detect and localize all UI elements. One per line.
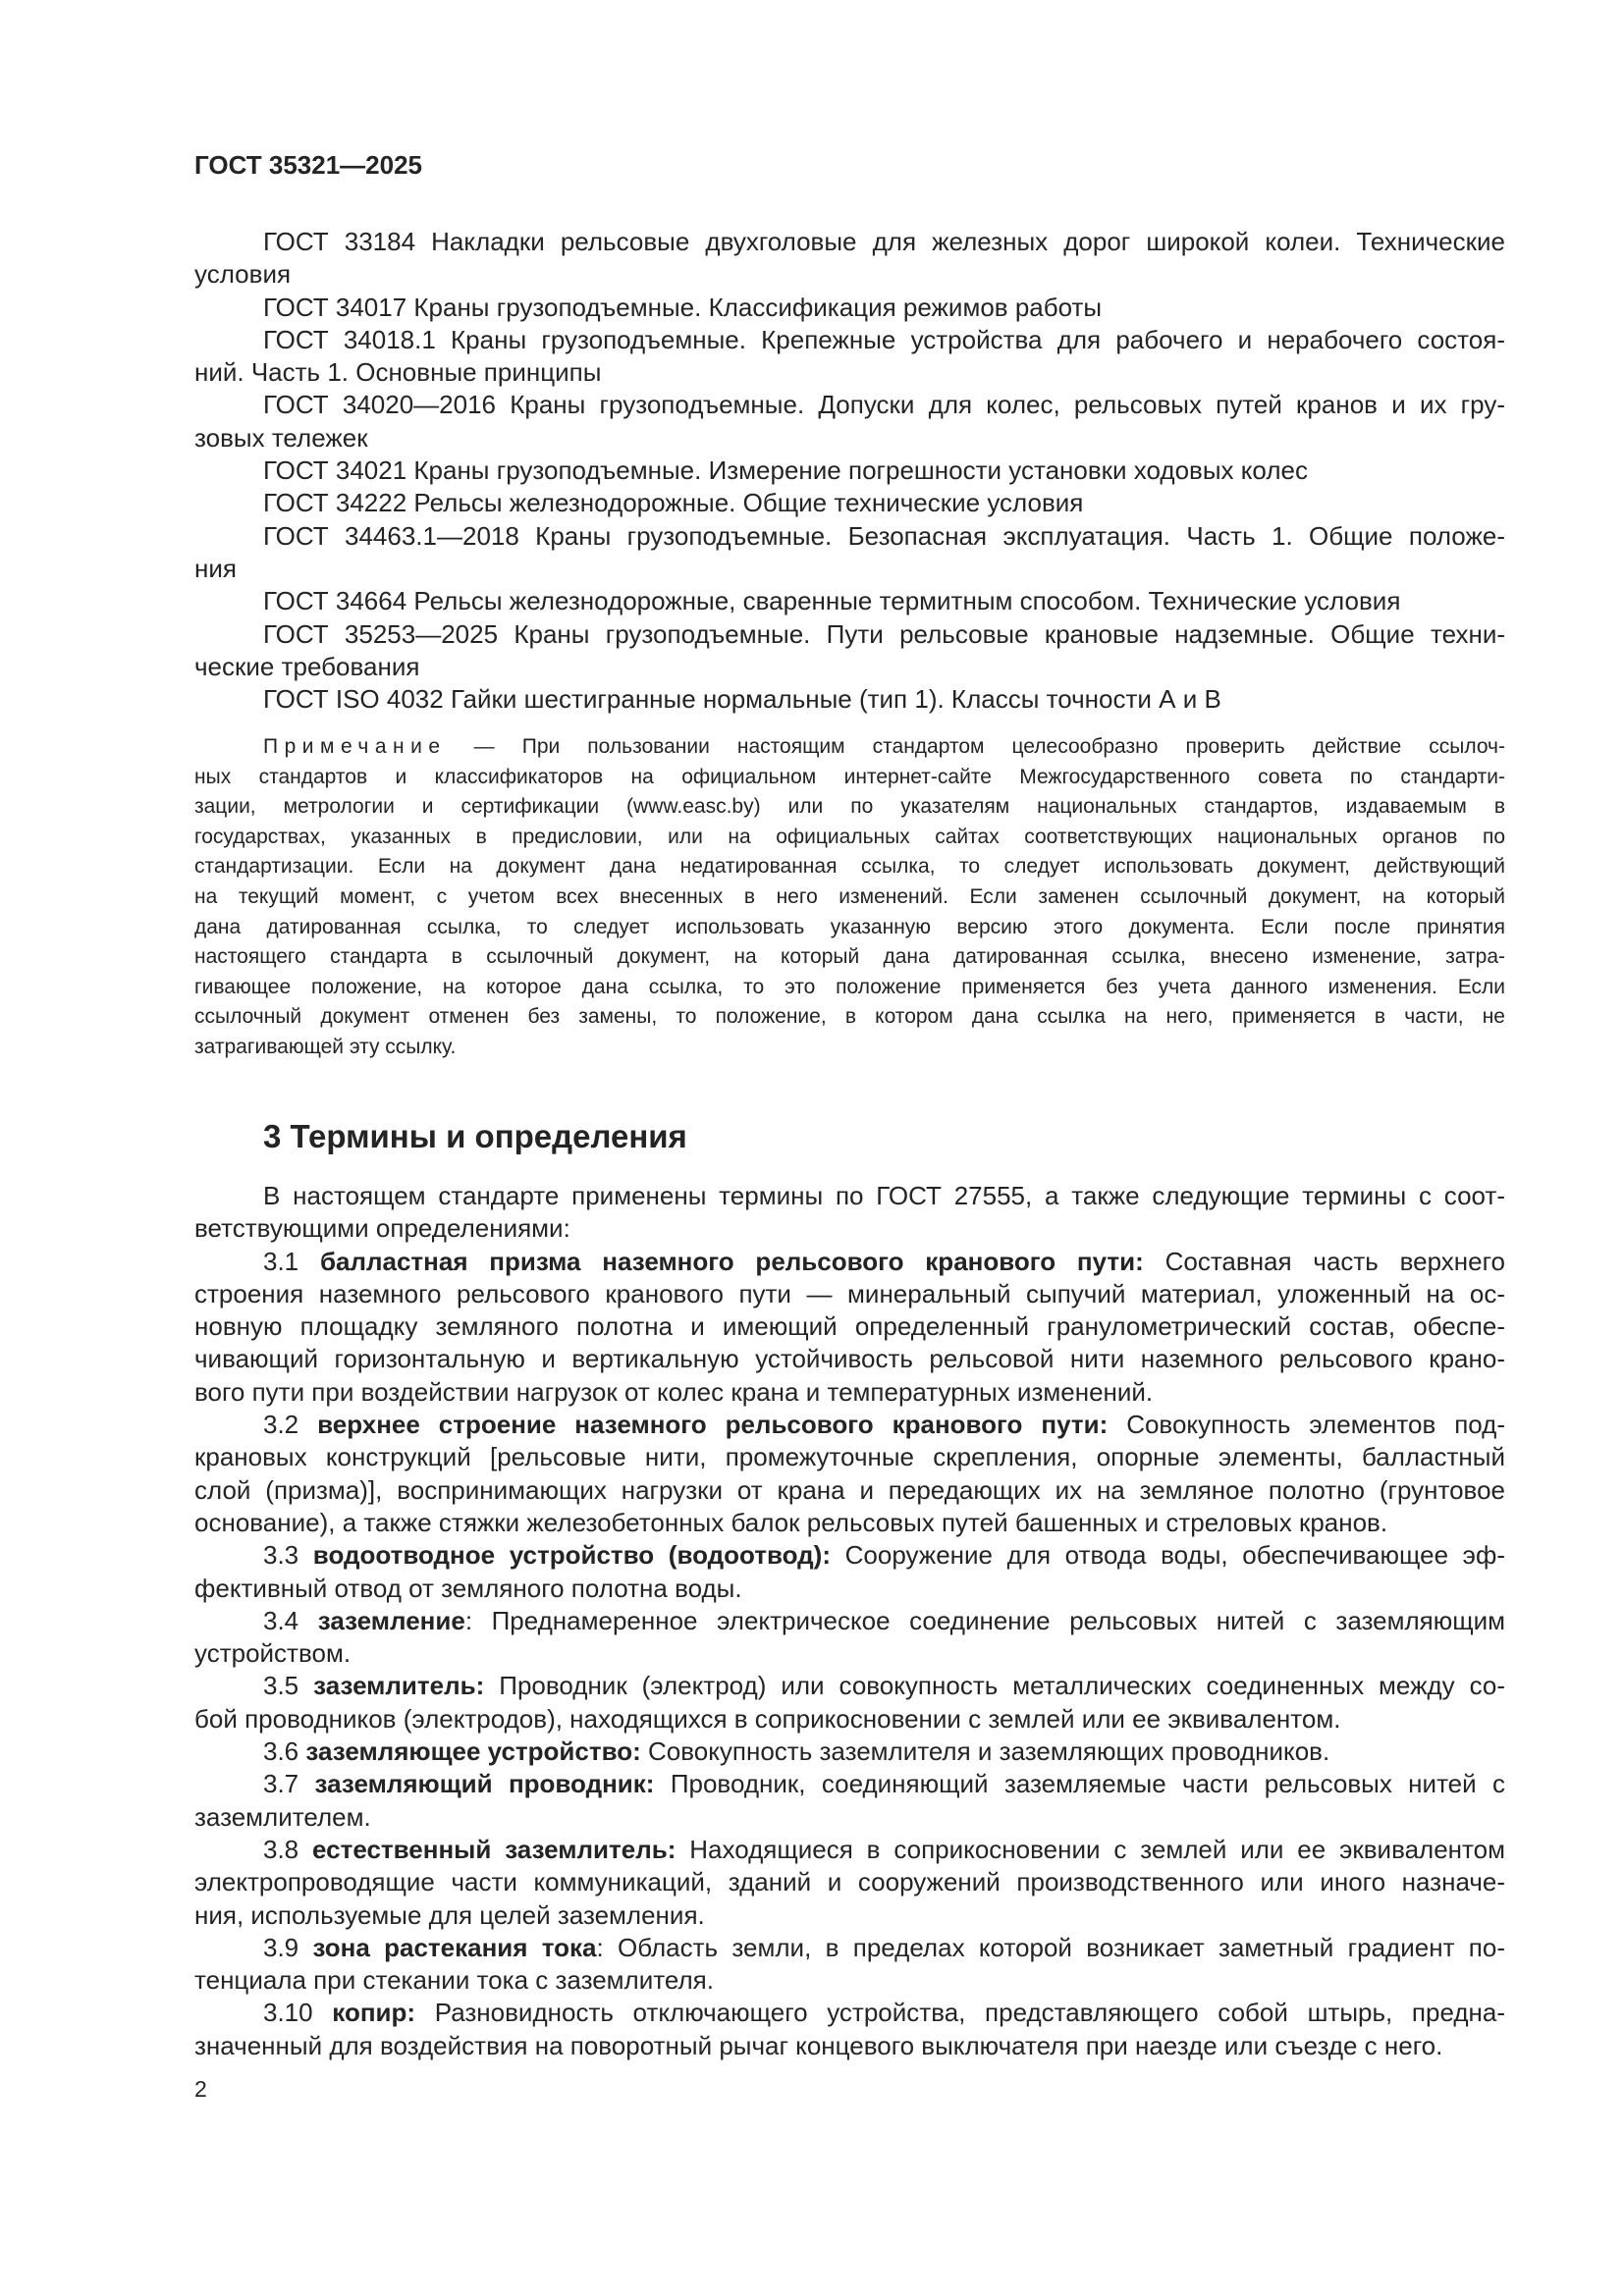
reference-text: ГОСТ 34664 Рельсы железнодорожные, сваренные термитным способом. Технические условия bbox=[263, 586, 1401, 616]
term-definition-text: Совокупность заземлителя и заземляющих проводников. bbox=[648, 1736, 1330, 1767]
term-definition-text: чивающий горизонтальную и вертикальную устойчивость рельсовой нити наземного рельсового крано- bbox=[194, 1344, 1505, 1374]
term-definition-text: заземлителем. bbox=[194, 1801, 371, 1832]
reference-text: ГОСТ 33184 Накладки рельсовые двухголовые для железных дорог широкой колеи. Технические bbox=[263, 227, 1505, 256]
term-definition-text: электропроводящие части коммуникаций, зданий и сооружений производственного или иного назначе- bbox=[194, 1867, 1505, 1897]
note-text: стандартизации. Если на документ дана недатированная ссылка, то следует использовать документ, действующий bbox=[194, 855, 1505, 879]
term-definition-text: фективный отвод от земляного полотна воды. bbox=[194, 1573, 742, 1603]
term-definition-text: Разновидность отключающего устройства, представляющего собой штырь, предна- bbox=[434, 1998, 1505, 2028]
reference-line bbox=[194, 520, 1505, 553]
term-definition-line bbox=[194, 1376, 1505, 1409]
reference-text: ГОСТ 34017 Краны грузоподъемные. Классификация режимов работы bbox=[263, 292, 1103, 322]
term-definition-line bbox=[194, 1997, 1505, 2029]
reference-text: ГОСТ 34020—2016 Краны грузоподъемные. Допуски для колес, рельсовых путей кранов и их гру- bbox=[263, 390, 1505, 420]
term-number: 3.3 bbox=[263, 1540, 299, 1571]
term-name: балластная призма наземного рельсового кранового пути: bbox=[319, 1246, 1144, 1276]
section-heading: 3 Термины и определения bbox=[263, 1118, 687, 1154]
term-definition-text: Сооружение для отвода воды, обеспечивающее эф- bbox=[844, 1540, 1505, 1571]
term-definition-text: бой проводников (электродов), находящихся в соприкосновении с землей или ее эквивалентом. bbox=[194, 1703, 1341, 1734]
note-text: настоящего стандарта в ссылочный документ, на который дана датированная ссылка, внесено изменение, затра- bbox=[194, 945, 1505, 969]
note-line bbox=[194, 882, 1505, 913]
note-text: государствах, указанных в предисловии, или на официальных сайтах соответствующих национальных органов по bbox=[194, 825, 1505, 848]
note-line bbox=[194, 1033, 1505, 1063]
reference-text: ГОСТ ISO 4032 Гайки шестигранные нормальные (тип 1). Классы точности А и В bbox=[263, 684, 1221, 715]
reference-line bbox=[194, 487, 1505, 519]
term-number: 3.6 bbox=[263, 1736, 299, 1767]
term-definition-line bbox=[194, 1932, 1505, 1964]
note-line bbox=[194, 942, 1505, 973]
reference-text: ГОСТ 34021 Краны грузоподъемные. Измерение погрешности установки ходовых колес bbox=[263, 455, 1308, 486]
note-label: Примечание bbox=[263, 735, 447, 758]
reference-line bbox=[194, 553, 1505, 585]
reference-text: ГОСТ 35253—2025 Краны грузоподъемные. Пути рельсовые крановые надземные. Общие техни- bbox=[263, 618, 1505, 649]
document-code-header: ГОСТ 35321—2025 bbox=[194, 150, 422, 180]
term-definition-line bbox=[194, 1964, 1505, 1997]
term-number: 3.8 bbox=[263, 1834, 299, 1864]
term-definition-text: ния, используемые для целей заземления. bbox=[194, 1899, 705, 1930]
note-text: на текущий момент, с учетом всех внесенных в него изменений. Если заменен ссылочный документ, на который bbox=[194, 884, 1505, 908]
term-definition-line bbox=[194, 1507, 1505, 1539]
reference-line bbox=[194, 683, 1505, 716]
note-line bbox=[194, 913, 1505, 943]
term-name: водоотводное устройство (водоотвод): bbox=[312, 1540, 831, 1571]
term-name: копир: bbox=[332, 1998, 416, 2028]
note-line bbox=[194, 792, 1505, 823]
term-definition-line bbox=[194, 1246, 1505, 1278]
note-text: затрагивающей эту ссылку. bbox=[194, 1035, 457, 1058]
term-definition-line bbox=[194, 2030, 1505, 2062]
term-definition-line bbox=[194, 1310, 1505, 1343]
term-number: 3.2 bbox=[263, 1410, 299, 1440]
term-definition-text: Совокупность элементов под- bbox=[1126, 1410, 1506, 1440]
term-number: 3.10 bbox=[263, 1998, 313, 2028]
term-definition-text: строения наземного рельсового кранового пути — минеральный сыпучий материал, уложенный на ос- bbox=[194, 1278, 1505, 1308]
note-block bbox=[194, 732, 1505, 1063]
term-number: 3.4 bbox=[263, 1605, 299, 1635]
intro-text: В настоящем стандарте применены термины по ГОСТ 27555, а также следующие термины с соот- bbox=[263, 1181, 1505, 1210]
terms-section-body bbox=[194, 1180, 1505, 2062]
term-definition-text: : Область земли, в пределах которой возникает заметный градиент по- bbox=[596, 1932, 1505, 1962]
term-name: заземляющее устройство: bbox=[305, 1736, 641, 1767]
note-line bbox=[194, 973, 1505, 1003]
term-definition-line bbox=[194, 1834, 1505, 1866]
note-text: — При пользовании настоящим стандартом целесообразно проверить действие ссылоч- bbox=[446, 735, 1505, 758]
reference-line bbox=[194, 651, 1505, 683]
term-name: заземление bbox=[317, 1605, 465, 1635]
reference-line bbox=[194, 258, 1505, 291]
term-definition-line bbox=[194, 1605, 1505, 1637]
term-name: зона растекания тока bbox=[312, 1932, 597, 1962]
term-definition-text: новную площадку земляного полотна и имеющий определенный гранулометрический состав, обеспе- bbox=[194, 1311, 1505, 1342]
term-definition-line bbox=[194, 1539, 1505, 1572]
reference-line bbox=[194, 422, 1505, 454]
term-definition-line bbox=[194, 1441, 1505, 1473]
note-line bbox=[194, 732, 1505, 763]
term-definition-text: значенный для воздействия на поворотный рычаг концевого выключателя при наезде или съезде с него. bbox=[194, 2030, 1443, 2060]
term-definition-text: основание), а также стяжки железобетонных балок рельсовых путей башенных и стреловых кранов. bbox=[194, 1507, 1388, 1537]
term-definition-line bbox=[194, 1768, 1505, 1800]
term-definition-line bbox=[194, 1278, 1505, 1310]
reference-line bbox=[194, 389, 1505, 421]
intro-line bbox=[194, 1212, 1505, 1245]
reference-text: ческие требования bbox=[194, 651, 420, 681]
term-definition-text: устройством. bbox=[194, 1638, 352, 1669]
term-definition-text: Составная часть верхнего bbox=[1164, 1246, 1505, 1276]
reference-line bbox=[194, 324, 1505, 356]
term-definition-line bbox=[194, 1637, 1505, 1670]
term-definition-text: крановых конструкций [рельсовые нити, промежуточные скрепления, опорные элементы, балластный bbox=[194, 1442, 1505, 1472]
reference-text: ГОСТ 34463.1—2018 Краны грузоподъемные. Безопасная эксплуатация. Часть 1. Общие положе- bbox=[263, 520, 1505, 551]
term-number: 3.1 bbox=[263, 1246, 299, 1276]
term-definition-line bbox=[194, 1735, 1505, 1768]
term-definition-text: Находящиеся в соприкосновении с землей или ее эквивалентом bbox=[689, 1834, 1505, 1864]
term-definition-line bbox=[194, 1703, 1505, 1735]
term-definition-text: слой (призма)], воспринимающих нагрузки от крана и передающих их на земляное полотно (грунтовое bbox=[194, 1474, 1505, 1505]
note-line bbox=[194, 1002, 1505, 1033]
reference-text: ГОСТ 34018.1 Краны грузоподъемные. Крепежные устройства для рабочего и нерабочего состоя- bbox=[263, 324, 1505, 354]
term-definition-line bbox=[194, 1409, 1505, 1441]
reference-line bbox=[194, 454, 1505, 487]
reference-text: ГОСТ 34222 Рельсы железнодорожные. Общие технические условия bbox=[263, 488, 1084, 518]
term-definition-text: тенциала при стекании тока с заземлителя. bbox=[194, 1965, 714, 1996]
term-definition-line bbox=[194, 1866, 1505, 1898]
term-definition-line bbox=[194, 1899, 1505, 1932]
term-definition-text: Проводник, соединяющий заземляемые части рельсовых нитей с bbox=[670, 1769, 1506, 1799]
term-name: заземляющий проводник: bbox=[314, 1769, 655, 1799]
term-number: 3.5 bbox=[263, 1671, 299, 1701]
normative-references-list bbox=[194, 226, 1505, 716]
reference-text: зовых тележек bbox=[194, 422, 368, 453]
term-definition-line bbox=[194, 1474, 1505, 1507]
term-number: 3.7 bbox=[263, 1769, 299, 1799]
note-text: дана датированная ссылка, то следует использовать указанную версию этого документа. Если после принятия bbox=[194, 915, 1505, 938]
note-text: ссылочный документ отменен без замены, то положение, в котором дана ссылка на него, применяется в части, не bbox=[194, 1005, 1505, 1029]
term-definition-text: Проводник (электрод) или совокупность металлических соединенных между со- bbox=[499, 1671, 1505, 1701]
reference-line bbox=[194, 618, 1505, 651]
term-definition-line bbox=[194, 1573, 1505, 1605]
note-line bbox=[194, 823, 1505, 853]
term-definition-text: : Преднамеренное электрическое соединение рельсовых нитей с заземляющим bbox=[464, 1605, 1505, 1635]
intro-line bbox=[194, 1180, 1505, 1212]
reference-text: ния bbox=[194, 553, 237, 583]
reference-text: условия bbox=[194, 259, 292, 290]
term-definition-line bbox=[194, 1801, 1505, 1834]
note-text: гивающее положение, на которое дана ссылка, то это положение применяется без учета данного изменения. Если bbox=[194, 975, 1505, 998]
note-line bbox=[194, 763, 1505, 793]
term-number: 3.9 bbox=[263, 1932, 299, 1962]
note-line bbox=[194, 852, 1505, 882]
term-definition-line bbox=[194, 1670, 1505, 1702]
term-definition-text: вого пути при воздействии нагрузок от колес крана и температурных изменений. bbox=[194, 1376, 1154, 1407]
term-name: естественный заземлитель: bbox=[312, 1834, 677, 1864]
page-number: 2 bbox=[194, 2076, 207, 2102]
intro-text: ветствующими определениями: bbox=[194, 1213, 570, 1244]
term-name: заземлитель: bbox=[313, 1671, 485, 1701]
reference-text: ний. Часть 1. Основные принципы bbox=[194, 357, 602, 388]
reference-line bbox=[194, 292, 1505, 324]
reference-line bbox=[194, 585, 1505, 617]
term-definition-line bbox=[194, 1343, 1505, 1375]
reference-line bbox=[194, 226, 1505, 258]
term-name: верхнее строение наземного рельсового кранового пути: bbox=[317, 1410, 1109, 1440]
note-text: зации, метрологии и сертификации (www.easc.by) или по указателям национальных стандартов, издаваемым в bbox=[194, 795, 1505, 819]
reference-line bbox=[194, 356, 1505, 389]
note-text: ных стандартов и классификаторов на официальном интернет-сайте Межгосударственного совета по стандарти- bbox=[194, 765, 1505, 788]
